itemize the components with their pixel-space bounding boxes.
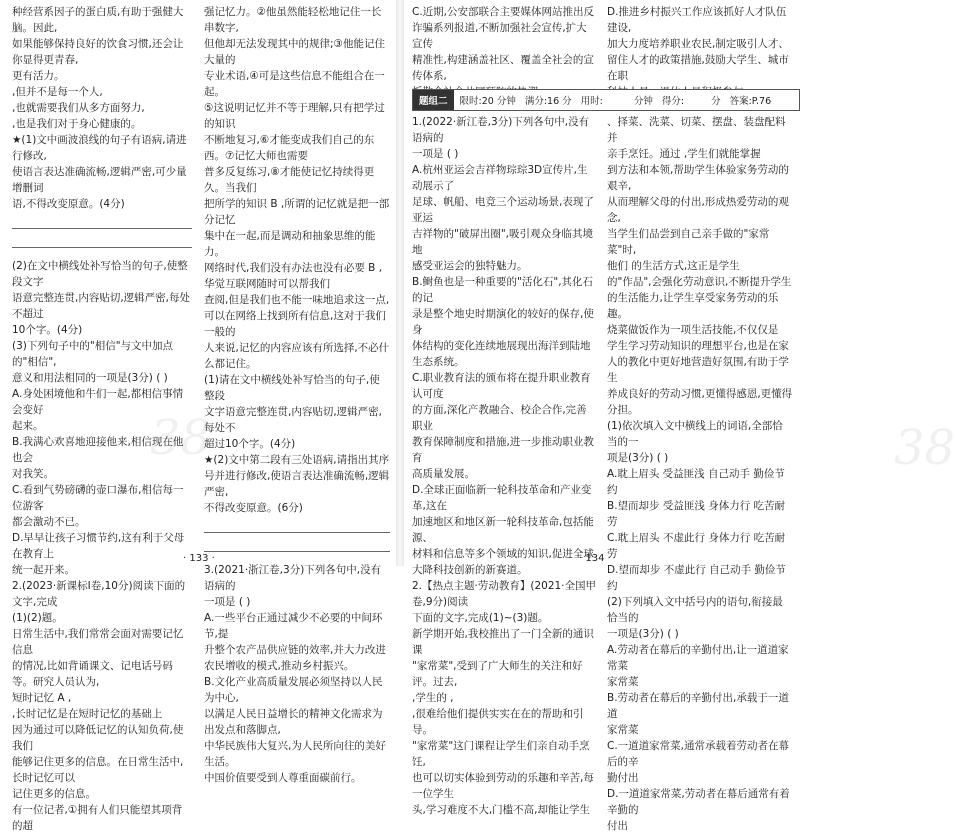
- text-line: C.看到气势磅礴的壶口瀑布,相信每一位游客: [12, 484, 184, 512]
- text-line: 但他却无法发现其中的规律;③他能记住大量的: [204, 38, 385, 66]
- text-line: 都会激动不已。: [12, 516, 86, 528]
- text-line: 2.(2023·新课标Ⅰ卷,10分)阅读下面的文字,完成: [12, 580, 186, 608]
- text-line: 当学生们品尝到自己亲手做的"家常菜"时,: [607, 228, 770, 256]
- text-line: 文字语意完整连贯,内容贴切,逻辑严密,每处不: [204, 406, 383, 434]
- text-line: 意义和用法相同的一项是(3分) ( ): [12, 372, 168, 384]
- text-line: C.耽上眉头 不虚此行 身体力行 吃苦耐劳: [607, 532, 786, 560]
- text-line: ,也是我们对于身心健康的。: [12, 118, 142, 130]
- right-column-1: [412, 114, 597, 818]
- page-left: [0, 0, 397, 832]
- text-line: A.杭州亚运会吉祥物琮琮3D宣传片,生动展示了: [412, 164, 588, 192]
- text-line: 号并进行修改,使语言表达准确流畅,逻辑严密,: [204, 470, 390, 498]
- text-line: 中国价值要受到人尊重面碳前行。: [204, 772, 362, 784]
- text-line: B.文化产业高质量发展必须坚持以人民为中心,: [204, 676, 383, 704]
- text-line: D.推进乡村振兴工作应该抓好人才队伍建设,: [607, 6, 787, 34]
- text-line: 体结构的变化连续地展现出海洋到陆地: [412, 340, 591, 352]
- text-line: 生态系统。: [412, 356, 465, 368]
- text-line: 因为通过可以降低记忆的认知负荷,使我们: [12, 724, 184, 752]
- score-got-label: 得分:: [661, 96, 685, 107]
- text-line: 超过10个字。(4分): [204, 438, 296, 450]
- text-line: 加速地区和地区新一轮科技革命,包括能源、: [412, 516, 594, 544]
- text-line: 专业术语,④可是这些信息不能组合在一起。: [204, 70, 385, 98]
- text-line: 学生学习劳动知识的理想平台,也是在家: [607, 340, 789, 352]
- text-line: 不得改变原意。(6分): [204, 502, 303, 514]
- watermark: 38: [150, 410, 212, 466]
- text-line: 查阅,但是我们也不能一味地追求这一点,: [204, 294, 390, 306]
- text-line: ,很难给他们提供实实在在的帮助和引导。: [412, 708, 584, 736]
- text-line: 勤付出: [607, 772, 639, 784]
- text-line: A.耽上眉头 受益匪浅 自己动手 勤俭节约: [607, 468, 785, 496]
- text-line: (3)下列句子中的"相信"与文中加点的"相信",: [12, 340, 174, 368]
- text-line: D.早早让孩子习惯节约,这有利于父母在教育上: [12, 532, 185, 560]
- text-line: C.一道道家常菜,通常承载着劳动者在幕后的辛: [607, 740, 790, 768]
- text-line: 人的教化中更好地营造好氛围,有助于学生: [607, 356, 789, 384]
- text-line: 付出: [607, 820, 628, 832]
- text-line: D.望而却步 不虚此行 自己动手 勤俭节约: [607, 564, 786, 592]
- text-line: 农民增收的模式,推动乡村振兴。: [204, 660, 355, 672]
- answer-blank-line[interactable]: [204, 518, 390, 533]
- text-line: (1)依次填入文中横线上的词语,全部恰当的一: [607, 420, 783, 448]
- text-line: 分担。: [607, 404, 639, 416]
- time-limit: 限时:20 分钟: [459, 96, 516, 107]
- text-line: B.劳动者在幕后的辛勤付出,承载于一道道: [607, 692, 789, 720]
- text-line: ⑤这说明记忆并不等于理解,只有把学过的知识: [204, 102, 385, 130]
- time-used-unit: 分钟: [633, 96, 653, 107]
- text-line: 烧菜做饭作为一项生活技能,不仅仅是: [607, 324, 779, 336]
- answer-blank-line[interactable]: [204, 537, 390, 552]
- text-line: 3.(2021·浙江卷,3分)下列各句中,没有语病的: [204, 564, 382, 592]
- text-line: 的情况,比如背诵课文、记电话号码等。研究人员认为,: [12, 660, 173, 688]
- text-line: B.望而却步 受益匪浅 身体力行 吃苦耐劳: [607, 500, 786, 528]
- right-column-2-top: [607, 4, 793, 100]
- group-badge: 题组二: [413, 90, 454, 110]
- text-line: 能够记住更多的信息。在日常生活中,长时记忆可以: [12, 756, 184, 784]
- text-line: 也可以切实体验到劳动的乐趣和辛苦,每一位学生: [412, 772, 594, 800]
- text-line: 高质量发展。: [412, 468, 475, 480]
- text-line: 诈骗系列报道,不断加强社会宣传,扩大宣传: [412, 22, 587, 50]
- text-line: 中华民族伟大复兴,为人民所向往的美好生活。: [204, 740, 386, 768]
- text-line: C.职业教育法的颁布将在提升职业教育认可度: [412, 372, 591, 400]
- text-line: 普多反复练习,⑧才能使记忆持续得更久。当我们: [204, 166, 375, 194]
- text-line: 1.(2022·新江卷,3分)下列各句中,没有语病的: [412, 116, 590, 144]
- text-line: ,也就需要我们从多方面努力,: [12, 102, 145, 114]
- text-line: (1)请在文中横线处补写恰当的句子,使整段: [204, 374, 380, 402]
- right-column-1-top: [412, 4, 597, 100]
- text-line: 华觉互联网随时可以帮我们: [204, 278, 330, 290]
- text-line: 一项是(3分) ( ): [607, 628, 679, 640]
- text-line: A.身处困境他和牛们一起,都相信事情会变好: [12, 388, 184, 416]
- text-line: 留住人才的政策措施,鼓励大学生、城市在职: [607, 54, 789, 82]
- text-line: 短时记忆 A ,: [12, 692, 72, 704]
- watermark-right: 38: [894, 420, 955, 476]
- text-line: A.劳动者在幕后的辛勤付出,让一道道家常菜: [607, 644, 789, 672]
- text-line: 家常菜: [607, 724, 639, 736]
- text-line: ★(2)文中第二段有三处语病,请指出其序: [204, 454, 390, 466]
- answer-blank-line[interactable]: [12, 214, 192, 229]
- page-right: [404, 0, 955, 832]
- text-line: 吉祥物的"破屏出圈",吸引观众身临其境地: [412, 228, 593, 256]
- text-line: 的方面,深化产教融合、校企合作,完善职业: [412, 404, 587, 432]
- text-line: 如果能够保持良好的饮食习惯,还会让你显得更青春,: [12, 38, 184, 66]
- text-line: 项是(3分) ( ): [607, 452, 669, 464]
- text-line: 使语言表达准确流畅,逻辑严密,可少量增删词: [12, 166, 187, 194]
- text-line: 强记忆力。②他虽然能轻松地记住一长串数字,: [204, 6, 382, 34]
- score-got-unit: 分: [711, 96, 721, 107]
- text-line: 统一起开来。: [12, 564, 75, 576]
- left-column-2: [204, 4, 390, 786]
- text-line: 记住更多的信息。: [12, 788, 96, 800]
- text-line: 的生活能力,让学生享受家务劳动的乐趣。: [607, 292, 779, 320]
- answer-blank-line[interactable]: [12, 233, 192, 248]
- text-line: 的"作品",会强化劳动意识,不断提升学生: [607, 276, 792, 288]
- quiz-info-bar: [412, 89, 800, 111]
- text-line: 下面的文字,完成(1)~(3)题。: [412, 612, 549, 624]
- text-line: 养成良好的劳动习惯,更懂得感恩,更懂得: [607, 388, 793, 400]
- text-line: 足球、帆船、电竞三个运动场景,表现了亚运: [412, 196, 594, 224]
- text-line: 可以在网络上找到所有信息,这对于我们一般的: [204, 310, 386, 338]
- text-line: 到方法和本领,帮助学生体验家务劳动的艰辛,: [607, 164, 789, 192]
- text-line: C.近期,公安部联合主要媒体网站推出反: [412, 6, 595, 18]
- text-line: 起来。: [12, 420, 44, 432]
- text-line: "家常菜"这门课程让学生们亲自动手烹饪,: [412, 740, 590, 768]
- page-number-right: · 134 ·: [579, 553, 611, 564]
- text-line: 日常生活中,我们常常会面对需要记忆信息: [12, 628, 184, 656]
- text-line: 新学期开始,我校推出了一门全新的通识课: [412, 628, 594, 656]
- answer-page: 答案:P.76: [729, 96, 772, 107]
- text-line: 大降科技创新的新赛道。: [412, 564, 528, 576]
- text-line: 录是整个地史时期演化的较好的保存,使身: [412, 308, 594, 336]
- right-column-2: [607, 114, 793, 834]
- time-used-label: 用时:: [580, 96, 603, 107]
- text-line: 一项是 ( ): [412, 148, 459, 160]
- text-line: 集中在一起,而是调动和抽象思维的能力。: [204, 230, 376, 258]
- text-line: ,学生的 ,: [412, 692, 454, 704]
- text-line: 语意完整连贯,内容贴切,逻辑严密,每处不超过: [12, 292, 191, 320]
- text-line: A.一些平台正通过减少不必要的中间环节,提: [204, 612, 383, 640]
- text-line: 他们 的生活方式,这正是学生: [607, 260, 740, 272]
- text-line: 材料和信息等多个领域的知识,促进全球: [412, 548, 594, 560]
- text-line: 亲手烹饪。通过 ,学生们就能掌握: [607, 148, 761, 160]
- text-line: 10个字。(4分): [12, 324, 83, 336]
- text-line: 人来说,记忆的内容应该有所选择,不必什么都记住。: [204, 342, 390, 370]
- text-line: 更有活力。: [12, 70, 65, 82]
- text-line: 不断地复习,⑥才能变成我们自己的东西。⑦记忆大师也需要: [204, 134, 375, 162]
- text-line: (1)(2)题。: [12, 612, 63, 624]
- text-line: 感受亚运会的独特魅力。: [412, 260, 528, 272]
- text-line: 2.【热点主题·劳动教育】(2021·全国甲卷,9分)阅读: [412, 580, 597, 608]
- text-line: 家常菜: [607, 676, 639, 688]
- text-line: 、择菜、洗菜、切菜、摆盘、装盘配料并: [607, 116, 786, 144]
- text-line: B.我满心欢喜地迎接他来,相信现在他也会: [12, 436, 184, 464]
- full-score: 满分:16 分: [524, 96, 572, 107]
- text-line: 有一位记者,①拥有人们只能望其项背的超: [12, 804, 183, 832]
- book-gutter: [396, 0, 404, 566]
- text-line: 以满足人民日益增长的精神文化需求为出发点和落脚点,: [204, 708, 383, 736]
- text-line: D.全球正面临新一轮科技革命和产业变革,这在: [412, 484, 592, 512]
- text-line: 从而理解父母的付出,形成热爱劳动的观念,: [607, 196, 789, 224]
- text-line: 把所学的知识 B ,所谓的记忆就是把一部分记忆: [204, 198, 390, 226]
- text-line: 一项是 ( ): [204, 596, 251, 608]
- text-line: ★(1)文中画波浪线的句子有语病,请进行修改,: [12, 134, 187, 162]
- text-line: 头,学习难度不大,门槛不高,却能让学生: [412, 804, 591, 816]
- text-line: D.一道道家常菜,劳动者在幕后通常有着辛勤的: [607, 788, 790, 816]
- text-line: (2)在文中横线处补写恰当的句子,使整段文字: [12, 260, 188, 288]
- text-line: "家常菜",受到了广大师生的关注和好评。过去,: [412, 660, 583, 688]
- text-line: ,长时记忆是在短时记忆的基础上: [12, 708, 163, 720]
- text-line: 对我笑。: [12, 468, 54, 480]
- text-line: 种经营系因子的蛋白质,有助于强健大脑。因此,: [12, 6, 184, 34]
- text-line: ,但并不是每一个人,: [12, 86, 103, 98]
- text-line: 升整个农产品供应链的效率,并大力改进: [204, 644, 386, 656]
- text-line: 精准性,构建涵盖社区、覆盖全社会的宣传体系,: [412, 54, 594, 82]
- text-line: 语,不得改变原意。(4分): [12, 198, 125, 210]
- text-line: B.鲥鱼也是一种重要的"活化石",其化石的记: [412, 276, 594, 304]
- page-number-left: · 133 ·: [183, 553, 215, 564]
- text-line: (2)下列填入文中括号内的语句,衔接最恰当的: [607, 596, 783, 624]
- text-line: 加大力度培养职业农民,制定吸引人才、: [607, 38, 789, 50]
- text-line: 网络时代,我们没有办法也没有必要 B ,: [204, 262, 383, 274]
- text-line: 教育保障制度和措施,进一步推动职业教育: [412, 436, 594, 464]
